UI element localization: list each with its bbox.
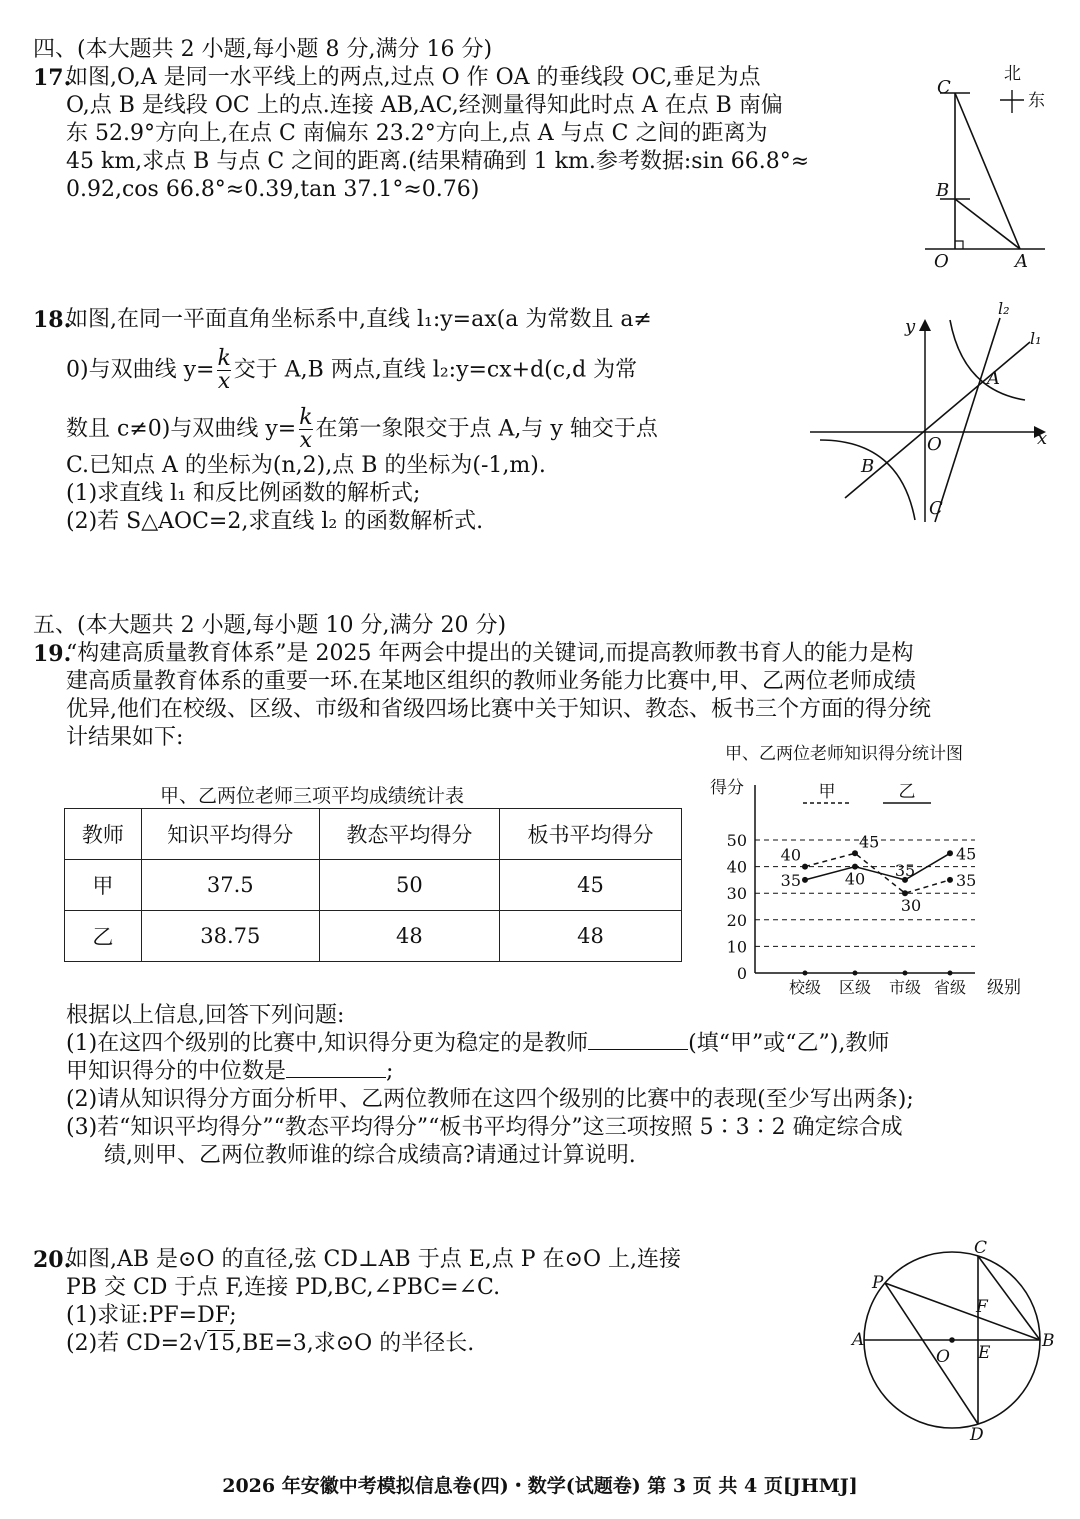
chart-y-tick-label: 20: [726, 910, 747, 930]
chart-legend-label: 乙: [898, 782, 916, 802]
chart-data-point: [852, 850, 858, 856]
table-cell: 48: [319, 911, 499, 962]
q19-question-3: (3)若“知识平均得分”“教态平均得分”“板书平均得分”这三项按照 5∶3∶2 确定综合成: [66, 1115, 903, 1140]
table-cell: 45: [499, 860, 681, 911]
q19-questions-intro: 根据以上信息,回答下列问题:: [66, 1003, 345, 1028]
q19-table-title: 甲、乙两位老师三项平均成绩统计表: [160, 785, 465, 807]
chart-x-axis-label: 级别: [987, 978, 1021, 998]
q19-number: 19.: [33, 641, 72, 667]
q19-line-2: 建高质量教育体系的重要一环.在某地区组织的教师业务能力比赛中,甲、乙两位老师成绩: [66, 669, 916, 694]
table-header-cell: 知识平均得分: [141, 809, 319, 860]
q20-label-b: B: [1042, 1331, 1055, 1351]
table-header-cell: 教态平均得分: [319, 809, 499, 860]
q18-sub-2: (2)若 S△AOC=2,求直线 l₂ 的函数解析式.: [66, 509, 484, 534]
q18-line-2a: 0)与双曲线 y=: [66, 357, 215, 383]
q17-label-o: O: [934, 251, 949, 272]
q18-label-b: B: [861, 456, 875, 477]
q17-label-a: A: [1015, 251, 1028, 272]
chart-y-tick-label: 40: [726, 857, 747, 877]
table-header-row: [65, 809, 682, 860]
table-cell: 38.75: [141, 911, 319, 962]
answer-blank-1[interactable]: [588, 1049, 688, 1050]
chart-data-point: [802, 877, 808, 883]
chart-data-label: 35: [894, 860, 916, 880]
q17-line-5: 0.92,cos 66.8°≈0.39,tan 37.1°≈0.76): [66, 177, 480, 202]
q18-label-l2: l₂: [998, 299, 1010, 318]
q20-label-o: O: [936, 1347, 950, 1367]
q17-number: 17.: [33, 65, 72, 91]
q17-north-label: 北: [1004, 64, 1021, 84]
chart-data-label: 40: [780, 845, 801, 865]
chart-x-tick-label: 校级: [788, 978, 822, 997]
q17-figure: [900, 55, 1070, 275]
q18-line-3b: 在第一象限交于点 A,与 y 轴交于点: [315, 416, 658, 442]
q18-label-a: A: [987, 368, 1000, 389]
table-cell: 48: [499, 911, 681, 962]
q17-line-4: 45 km,求点 B 与点 C 之间的距离.(结果精确到 1 km.参考数据:sin 66.8°≈: [66, 149, 810, 174]
table-cell: 37.5: [141, 860, 319, 911]
q19-line-1: “构建高质量教育体系”是 2025 年两会中提出的关键词,而提高教师教书育人的能力是构: [66, 641, 914, 666]
table-row: [65, 911, 682, 962]
q20-number: 20.: [33, 1247, 72, 1273]
chart-legend-label: 甲: [818, 782, 836, 802]
q18-label-y: y: [905, 316, 916, 337]
chart-y-axis-label: 得分: [710, 778, 744, 798]
chart-data-point: [947, 850, 953, 856]
q19-question-1-cont: 甲知识得分的中位数是 ;: [66, 1059, 394, 1084]
chart-x-tick-label: 市级: [888, 978, 922, 997]
q20-sub-1: (1)求证:PF=DF;: [66, 1303, 237, 1328]
q20-circle-figure: [850, 1240, 1060, 1445]
table-cell: 乙: [65, 911, 142, 962]
q19-line-4: 计结果如下:: [66, 725, 184, 750]
table-cell: 甲: [65, 860, 142, 911]
chart-data-label: 35: [780, 870, 801, 890]
section5-header: 五、(本大题共 2 小题,每小题 10 分,满分 20 分): [33, 613, 507, 638]
table-row: [65, 860, 682, 911]
q20-radicand: 15: [207, 1331, 236, 1356]
q18-line-4: C.已知点 A 的坐标为(n,2),点 B 的坐标为(-1,m).: [66, 453, 546, 478]
q18-number: 18.: [33, 307, 72, 333]
q18-line-3a: 数且 c≠0)与双曲线 y=: [66, 416, 297, 442]
q18-line-2b: 交于 A,B 两点,直线 l₂:y=cx+d(c,d 为常: [233, 357, 638, 383]
q17-line-1: 如图,O,A 是同一水平线上的两点,过点 O 作 OA 的垂线段 OC,垂足为点: [66, 65, 761, 90]
q17-line-3: 东 52.9°方向上,在点 C 南偏东 23.2°方向上,点 A 与点 C 之间的距离为: [66, 121, 768, 146]
chart-y-tick-label: 0: [736, 964, 747, 983]
chart-data-label: 45: [956, 844, 977, 864]
q18-fraction-2: $\frac{k}{x}$: [299, 405, 313, 453]
chart-x-tick-label: 区级: [838, 978, 872, 997]
chart-data-label: 45: [859, 832, 880, 852]
chart-title: 甲、乙两位老师知识得分统计图: [725, 744, 963, 764]
chart-data-label: 35: [956, 870, 977, 890]
q20-sub-2: (2)若 CD=2√15,BE=3,求⊙O 的半径长.: [66, 1331, 475, 1356]
q17-east-label: 东: [1028, 91, 1045, 111]
q20-label-p: P: [872, 1273, 884, 1293]
chart-data-point: [947, 877, 953, 883]
q18-sub-1: (1)求直线 l₁ 和反比例函数的解析式;: [66, 481, 421, 506]
q18-label-o: O: [927, 434, 942, 455]
answer-blank-2[interactable]: [286, 1077, 386, 1078]
chart-y-tick-label: 10: [726, 937, 747, 957]
page-footer: 2026 年安徽中考模拟信息卷(四)・数学(试题卷) 第 3 页 共 4 页[JHMJ]: [222, 1475, 858, 1497]
q17-line-2: O,点 B 是线段 OC 上的点.连接 AB,AC,经测量得知此时点 A 在点 B 南偏: [66, 93, 783, 118]
chart-x-tick: [853, 971, 858, 976]
q19-score-table: [64, 808, 682, 962]
chart-data-label: 40: [844, 869, 866, 889]
q20-label-a: A: [852, 1330, 865, 1350]
q18-label-c: C: [929, 498, 943, 519]
q18-fraction-1: $\frac{k}{x}$: [217, 346, 231, 394]
q20-label-d: D: [970, 1425, 984, 1445]
q18-line-2: [66, 348, 637, 393]
q19-question-3-cont: 绩,则甲、乙两位教师谁的综合成绩高?请通过计算说明.: [104, 1143, 636, 1168]
chart-x-tick: [803, 971, 808, 976]
q19-knowledge-chart: [700, 735, 1070, 1005]
q20-label-e: E: [978, 1343, 991, 1363]
table-header-cell: 教师: [65, 809, 142, 860]
q20-label-f: F: [976, 1297, 988, 1317]
chart-data-label: 30: [900, 896, 922, 916]
q18-label-l1: l₁: [1030, 329, 1042, 348]
chart-y-tick-label: 50: [726, 831, 747, 850]
section4-header: 四、(本大题共 2 小题,每小题 8 分,满分 16 分): [33, 37, 493, 62]
chart-x-tick: [948, 971, 953, 976]
chart-x-tick-label: 省级: [933, 978, 967, 997]
q20-line-1: 如图,AB 是⊙O 的直径,弦 CD⊥AB 于点 E,点 P 在⊙O 上,连接: [66, 1247, 681, 1272]
table-header-cell: 板书平均得分: [499, 809, 681, 860]
q19-question-1: (1)在这四个级别的比赛中,知识得分更为稳定的是教师 (填“甲”或“乙”),教师: [66, 1031, 890, 1056]
q20-label-c: C: [974, 1238, 988, 1258]
q19-line-3: 优异,他们在校级、区级、市级和省级四场比赛中关于知识、教态、板书三个方面的得分统: [66, 697, 931, 722]
chart-x-tick: [903, 971, 908, 976]
q18-line-3: [66, 407, 658, 452]
chart-y-tick-label: 30: [726, 884, 747, 904]
chart-data-point: [802, 864, 808, 870]
q18-figure: [805, 300, 1055, 530]
q18-label-x: x: [1037, 428, 1048, 449]
q17-label-b: B: [936, 180, 950, 201]
q17-label-c: C: [937, 77, 951, 98]
q18-line-1: 如图,在同一平面直角坐标系中,直线 l₁:y=ax(a 为常数且 a≠: [66, 307, 652, 332]
q20-line-2: PB 交 CD 于点 F,连接 PD,BC,∠PBC=∠C.: [66, 1275, 501, 1300]
table-cell: 50: [319, 860, 499, 911]
chart-series-line-2: [805, 853, 950, 880]
q19-question-2: (2)请从知识得分方面分析甲、乙两位教师在这四个级别的比赛中的表现(至少写出两条);: [66, 1087, 914, 1112]
